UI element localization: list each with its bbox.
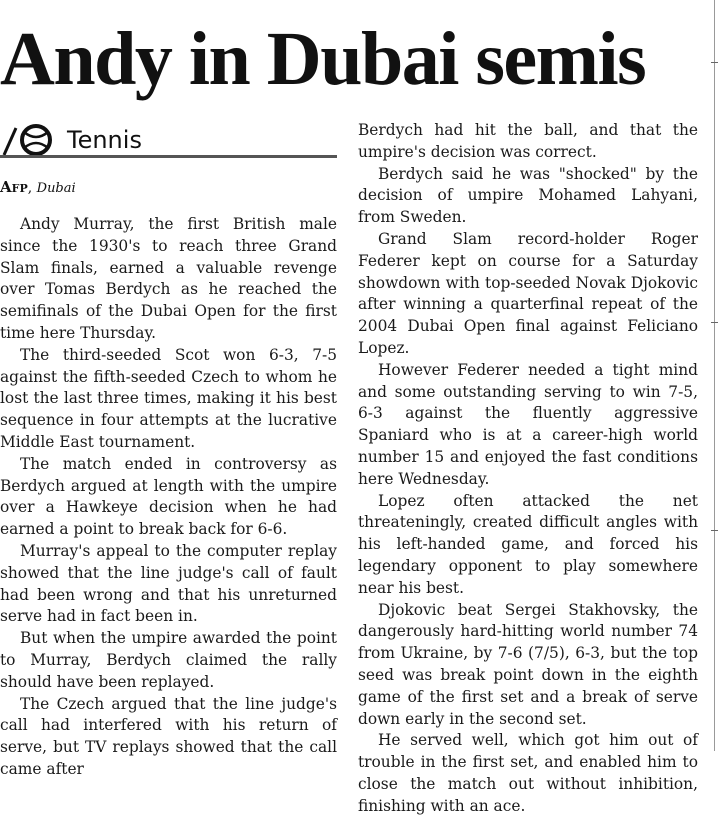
article-column-right [358,120,698,818]
byline-separator: , [27,180,33,196]
headline: Andy in Dubai semis [0,17,646,101]
byline [0,178,76,198]
fold-tick [711,322,718,323]
article-paragraph: Djokovic beat Sergei Stakhovsky, the dangerously hard-hitting world number 74 from Ukraine, by 7-6 (7/5), 6-3, but the top seed was break point down in the eighth game of the first set and a break of serve down early in the second set. [358,600,698,728]
section-header [0,122,337,158]
article-paragraph: The match ended in controversy as Berdych argued at length with the umpire over a Hawkeye decision when he had earned a point to break back for 6-6. [0,454,337,539]
article-paragraph: Lopez often attacked the net threateningly, created difficult angles with his left-handed game, and forced his legendary opponent to play somewhere near his best. [358,491,698,597]
article-paragraph: Berdych had hit the ball, and that the umpire's decision was correct. [358,121,698,161]
article-paragraph: Berdych said he was "shocked" by the decision of umpire Mohamed Lahyani, from Sweden. [358,164,698,227]
section-divider [0,155,337,158]
article-paragraph: However Federer needed a tight mind and some outstanding serving to win 7-5, 6-3 against the fluently aggressive Spaniard who is at a career-high world number 15 and enjoyed the fast conditions here Wednesday. [358,360,698,488]
article-paragraph: Andy Murray, the first British male since the 1930's to reach three Grand Slam finals, earned a valuable revenge over Tomas Berdych as he reached the semifinals of the Dubai Open for the first time here Thursday. [0,215,337,342]
byline-city: Dubai [36,181,76,196]
section-label: Tennis [67,126,142,154]
article-paragraph: Grand Slam record-holder Roger Federer kept on course for a Saturday showdown with top-seeded Novak Djokovic after winning a quarterfinal repeat of the 2004 Dubai Open final against Feliciano Lopez. [358,229,698,357]
fold-tick [711,530,718,531]
article-paragraph: The Czech argued that the line judge's call had interfered with his return of serve, but TV replays showed that the call came after [0,694,337,778]
article-paragraph: But when the umpire awarded the point to Murray, Berdych claimed the rally should have been replayed. [0,629,337,691]
column-rule [714,0,715,751]
fold-tick [711,62,718,63]
article-paragraph: The third-seeded Scot won 6-3, 7-5 against the fifth-seeded Czech to whom he lost the last three times, making it his best sequence in four attempts at the lucrative Middle East tournament. [0,345,337,451]
article-column-left [0,214,337,781]
tennis-ball-icon [2,124,62,156]
article-paragraph: Murray's appeal to the computer replay showed that the line judge's call of fault had been wrong and that his unreturned serve had in fact been in. [0,541,337,626]
article-paragraph: He served well, which got him out of trouble in the first set, and enabled him to close the match out without inhibition, finishing with an ace. [358,731,698,815]
byline-agency: Afp [0,178,28,196]
